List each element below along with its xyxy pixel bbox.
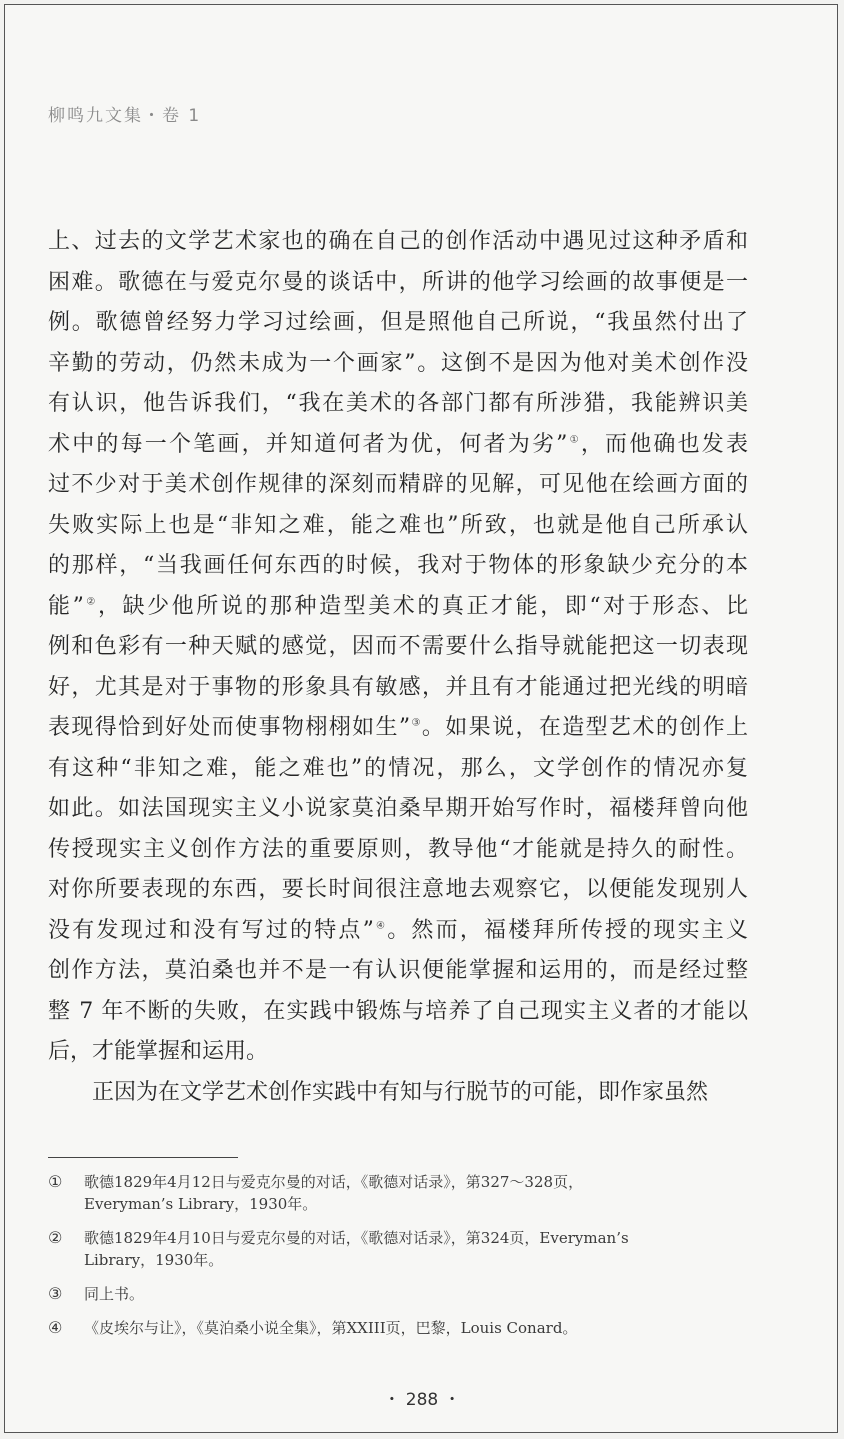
text-line: 如此。如法国现实主义小说家莫泊桑早期开始写作时，福楼拜曾向他	[48, 796, 748, 821]
text-run: ，缺少他所说的那种造型美术的真正才能，即“对于形态、比	[97, 593, 749, 619]
footnote-text: 歌德1829年4月12日与爱克尔曼的对话，《歌德对话录》，第327～328页， Everyman’s Library，1930年。	[84, 1173, 584, 1213]
footnote-number: ①	[48, 1172, 63, 1191]
body-text	[48, 222, 748, 1113]
text-run: 表现得恰到好处而使事物栩栩如生”	[48, 715, 411, 740]
footnote-ref-2[interactable]: ②	[83, 596, 98, 608]
footnote-text: 歌德1829年4月10日与爱克尔曼的对话，《歌德对话录》，第324页，Everyman’s Library，1930年。	[84, 1229, 629, 1269]
text-run: ，而他确也发表	[580, 431, 749, 457]
text-line: 创作方法，莫泊桑也并不是一有认识便能掌握和运用的，而是经过整	[48, 958, 748, 983]
text-line: 例和色彩有一种天赋的感觉，因而不需要什么指导就能把这一切表现	[48, 634, 748, 659]
text-line: 后，才能掌握和运用。	[48, 1039, 269, 1064]
text-run: 。然而，福楼拜所传授的现实主义	[387, 917, 749, 943]
text-line: 有这种“非知之难，能之难也”的情况，那么，文学创作的情况亦复	[48, 755, 748, 781]
text-line	[48, 587, 748, 628]
text-run: 。如果说，在造型艺术的创作上	[421, 715, 748, 740]
running-head: 柳鸣九文集・卷 1	[48, 106, 202, 126]
text-run: 没有发现过和没有写过的特点”	[48, 917, 374, 943]
footnotes	[48, 1171, 748, 1351]
text-line	[48, 708, 748, 749]
text-line: 好，尤其是对于事物的形象具有敏感，并且有才能通过把光线的明暗	[48, 674, 748, 700]
footnote-text: 《皮埃尔与让》，《莫泊桑小说全集》，第XXIII页，巴黎，Louis Conard。	[84, 1319, 578, 1337]
text-line: 有认识，他告诉我们，“我在美术的各部门都有所涉猎，我能辨识美	[48, 391, 748, 416]
footnote-number: ③	[48, 1284, 63, 1303]
text-line: 困难。歌德在与爱克尔曼的谈话中，所讲的他学习绘画的故事便是一	[48, 269, 748, 295]
page-number: ・ 288 ・	[383, 1390, 461, 1410]
book-page	[4, 4, 838, 1433]
footnote-ref-4[interactable]: ④	[373, 920, 388, 932]
text-line: 整 7 年不断的失败，在实践中锻炼与培养了自己现实主义者的才能以	[48, 998, 748, 1024]
text-line	[48, 425, 748, 466]
text-line: 失败实际上也是“非知之难，能之难也”所致，也就是他自己所承认	[48, 512, 748, 538]
text-line: 传授现实主义创作方法的重要原则，教导他“才能就是持久的耐性。	[48, 836, 748, 862]
text-line: 过不少对于美术创作规律的深刻而精辟的见解，可见他在绘画方面的	[48, 472, 748, 497]
text-line	[48, 911, 748, 952]
footnote-divider	[48, 1157, 238, 1158]
footnote-number: ②	[48, 1228, 63, 1247]
footnote-text: 同上书。	[84, 1285, 145, 1303]
text-line: 对你所要表现的东西，要长时间很注意地去观察它，以便能发现别人	[48, 877, 748, 902]
text-line: 例。歌德曾经努力学习过绘画，但是照他自己所说，“我虽然付出了	[48, 310, 748, 335]
footnote-4	[48, 1317, 748, 1339]
footnote-2	[48, 1227, 748, 1271]
text-run: 能”	[48, 593, 84, 619]
text-line: 上、过去的文学艺术家也的确在自己的创作活动中遇见过这种矛盾和	[48, 229, 748, 254]
footnote-number: ④	[48, 1318, 63, 1337]
footnote-ref-3[interactable]: ③	[410, 717, 422, 729]
footnote-1	[48, 1171, 748, 1215]
text-line: 辛勤的劳动，仍然未成为一个画家”。这倒不是因为他对美术创作没	[48, 350, 748, 376]
text-line: 的那样，“当我画任何东西的时候，我对于物体的形象缺少充分的本	[48, 553, 748, 578]
text-line: 正因为在文学艺术创作实践中有知与行脱节的可能，即作家虽然	[92, 1079, 709, 1105]
text-run: 术中的每一个笔画，并知道何者为优，何者为劣”	[48, 431, 568, 457]
footnote-ref-1[interactable]: ①	[567, 434, 581, 446]
footnote-3	[48, 1283, 748, 1305]
